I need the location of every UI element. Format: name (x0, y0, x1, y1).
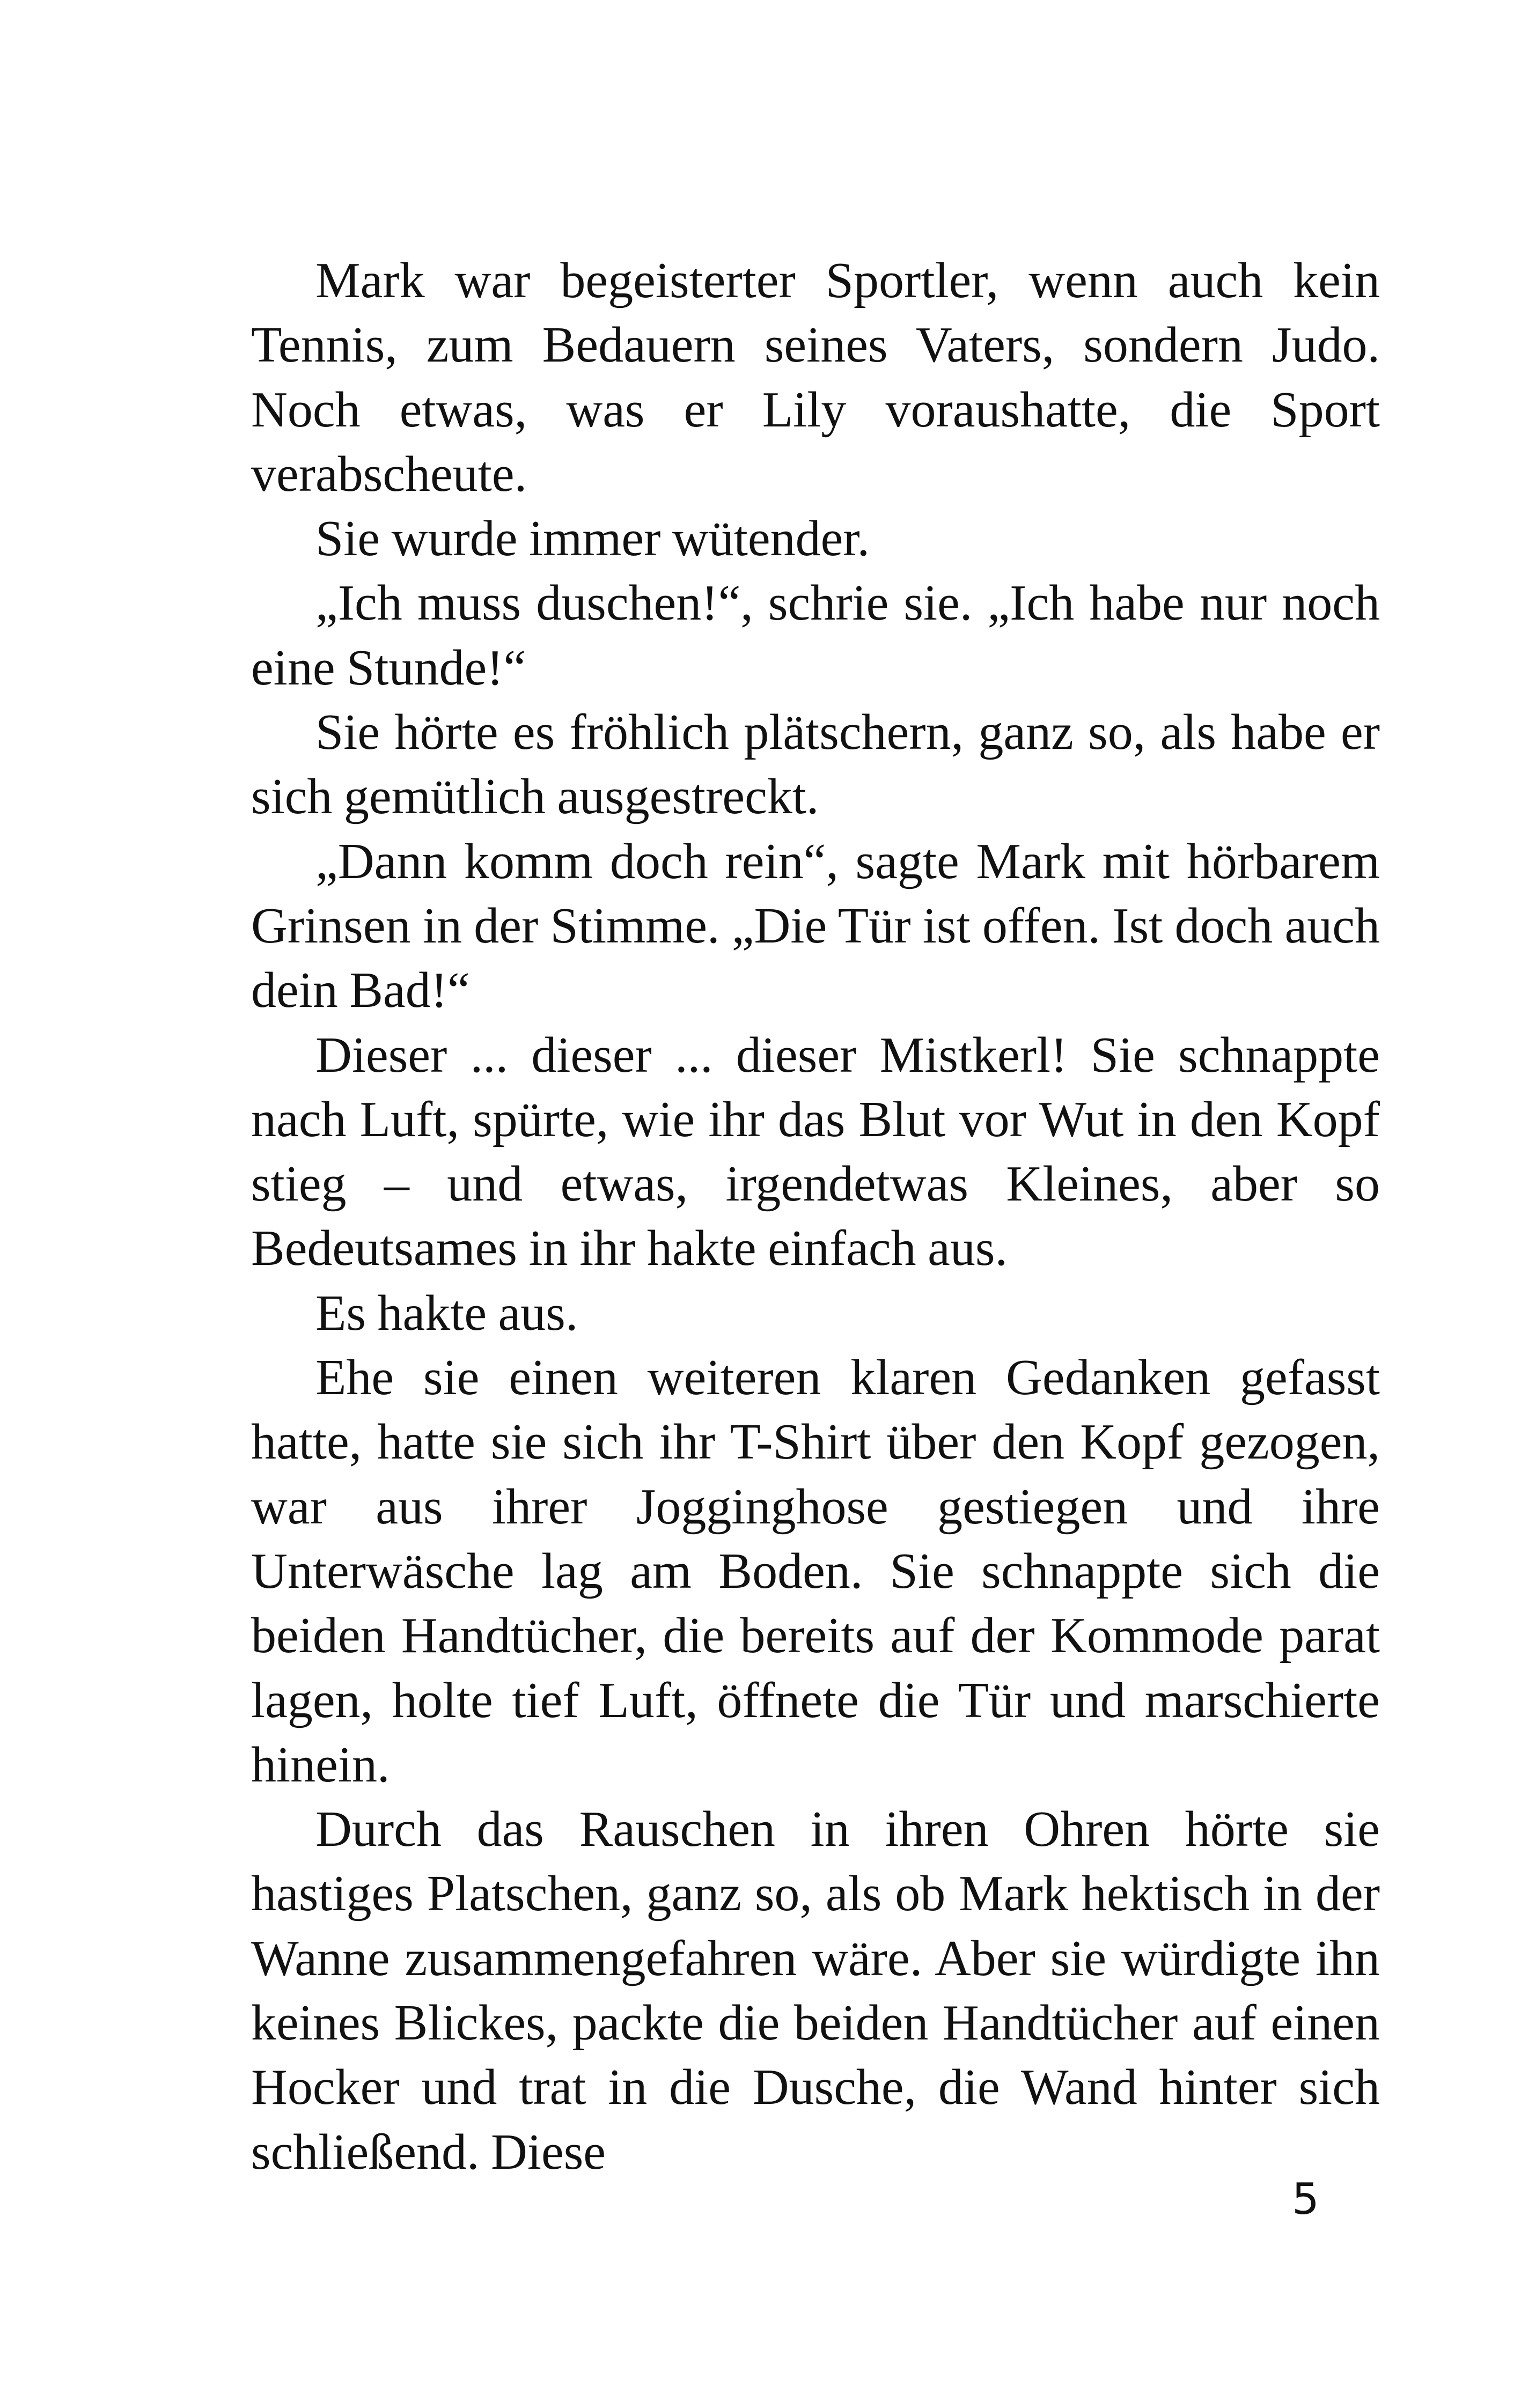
paragraph: „Ich muss duschen!“, schrie sie. „Ich habe nur noch eine Stunde!“ (251, 575, 1380, 696)
paragraph: „Dann komm doch rein“, sagte Mark mit hörbarem Grinsen in der Stimme. „Die Tür ist offen. Ist doch auch dein Bad!“ (251, 833, 1380, 1019)
paragraph: Mark war begeisterter Sportler, wenn auch kein Tennis, zum Bedauern seines Vaters, sondern Judo. Noch etwas, was er Lily voraushatte, die Sport verabscheute. (251, 253, 1380, 502)
paragraph: Durch das Rauschen in ihren Ohren hörte sie hastiges Platschen, ganz so, als ob Mark hektisch in der Wanne zusammengefahren wäre. Aber sie würdigte ihn keines Blickes, packte die beiden Handtücher auf einen Hocker und trat in die Dusche, die Wand hinter sich schließend. Diese (251, 1801, 1380, 2180)
paragraph: Ehe sie einen weiteren klaren Gedanken gefasst hatte, hatte sie sich ihr T-Shirt über den Kopf gezogen, war aus ihrer Jogginghose gestiegen und ihre Unterwäsche lag am Boden. Sie schnappte sich die beiden Handtücher, die bereits auf der Kommode parat lagen, holte tief Luft, öffnete die Tür und marschierte hinein. (251, 1350, 1380, 1793)
paragraph: Dieser ... dieser ... dieser Mistkerl! Sie schnappte nach Luft, spürte, wie ihr das Blut vor Wut in den Kopf stieg – und etwas, irgendetwas Kleines, aber so Bedeutsames in ihr hakte einfach aus. (251, 1027, 1380, 1277)
paragraph: Sie hörte es fröhlich plätschern, ganz so, als habe er sich gemütlich ausgestreckt. (251, 704, 1380, 825)
body-text (251, 248, 1380, 2184)
paragraph: Sie wurde immer wütender. (315, 511, 870, 567)
paragraph: Es hakte aus. (315, 1285, 578, 1341)
page-number: 5 (1292, 2174, 1319, 2224)
